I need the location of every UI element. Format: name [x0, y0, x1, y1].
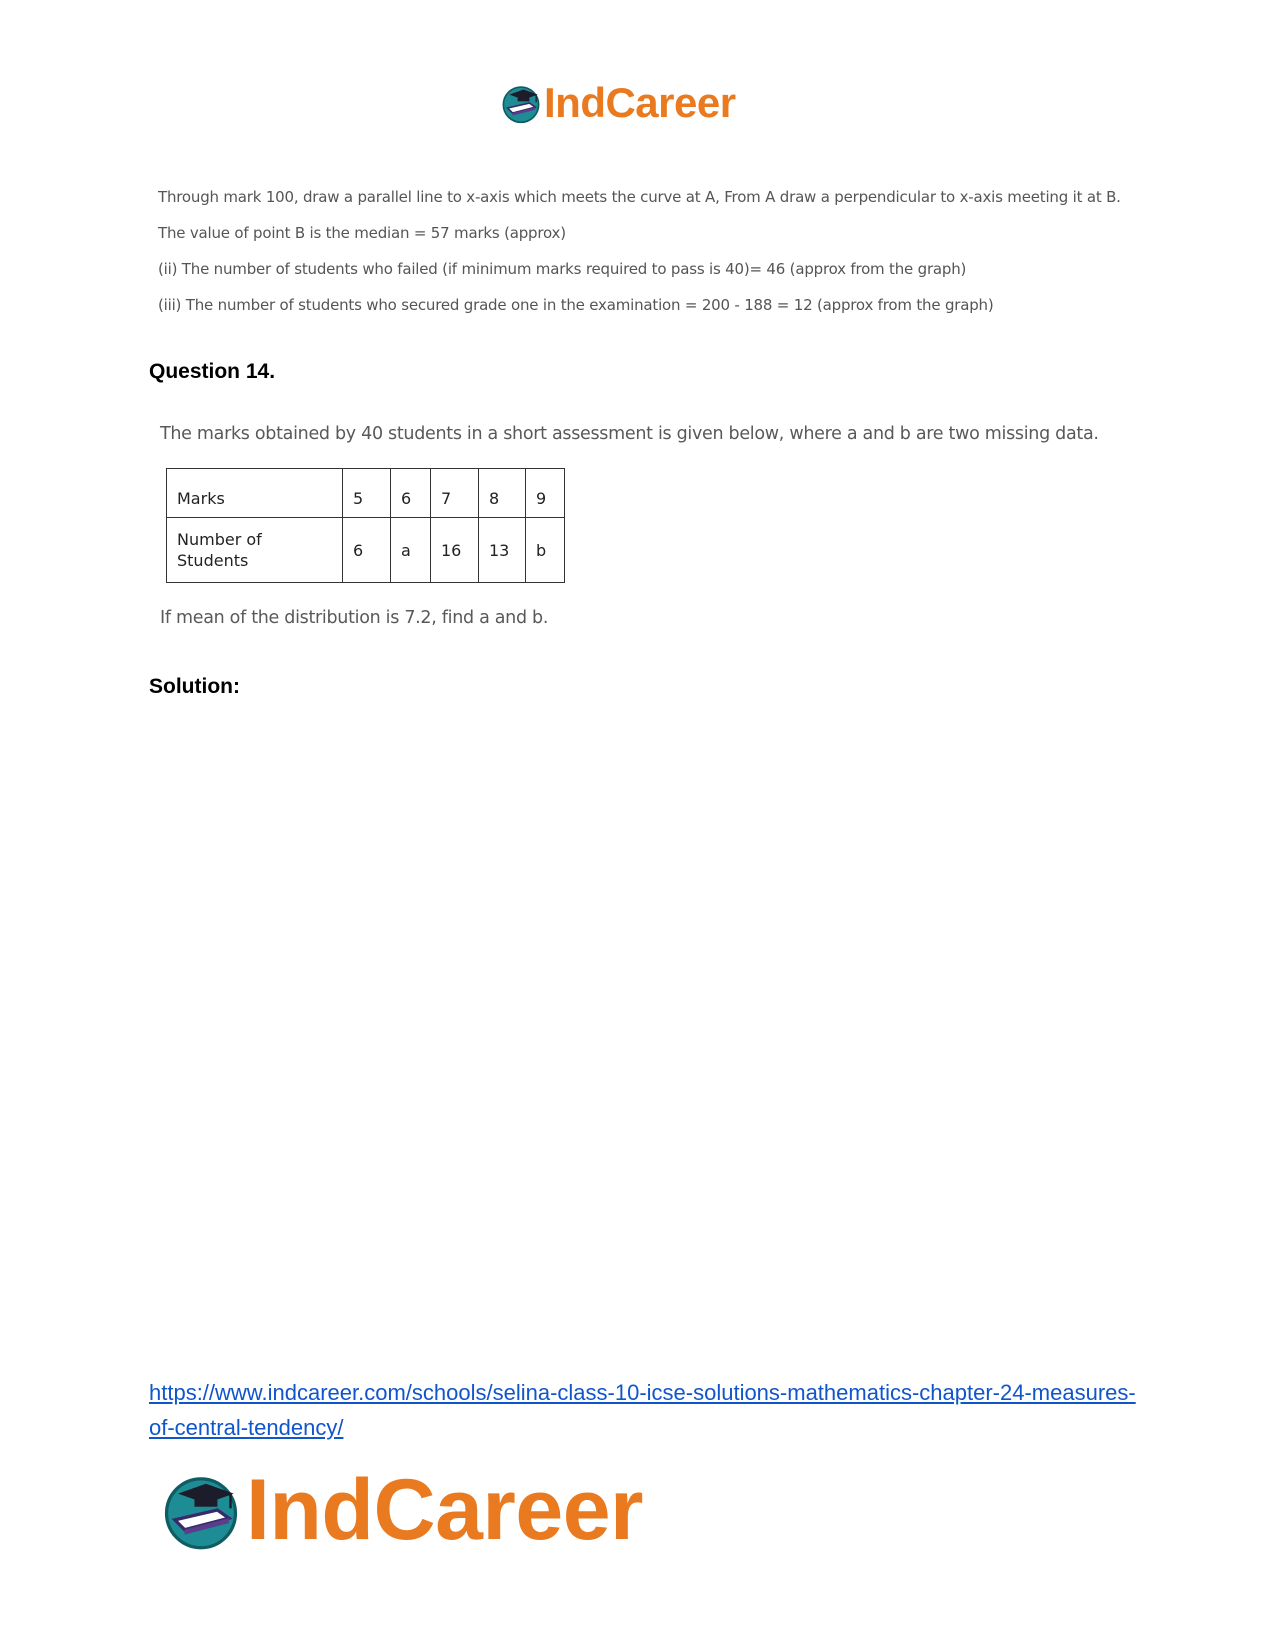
table-label-line: Students [177, 551, 249, 570]
table-cell-label [167, 518, 343, 583]
table-row-students [167, 518, 565, 583]
graduation-cap-book-globe-icon [160, 1469, 242, 1551]
header-logo [500, 78, 736, 128]
table-cell: 6 [391, 469, 431, 518]
table-label-line: Number of [177, 530, 262, 549]
table-cell-label: Marks [167, 469, 343, 518]
brand-wordmark: IndCareer [246, 1462, 643, 1558]
table-cell: 7 [431, 469, 479, 518]
solution-heading: Solution: [149, 675, 240, 698]
marks-table [166, 468, 565, 583]
brand-wordmark: IndCareer [544, 79, 736, 126]
table-cell: a [391, 518, 431, 583]
table-cell: 9 [526, 469, 565, 518]
solution-line-4: (iii) The number of students who secured grade one in the examination = 200 - 188 = 12 (approx from the graph) [158, 296, 994, 314]
question-ask: If mean of the distribution is 7.2, find a and b. [160, 608, 549, 628]
question-intro: The marks obtained by 40 students in a short assessment is given below, where a and b are two missing data. [160, 424, 1099, 444]
solution-line-1: Through mark 100, draw a parallel line to x-axis which meets the curve at A, From A draw a perpendicular to x-axis meeting it at B. [158, 188, 1121, 206]
footer-logo [160, 1460, 643, 1560]
table-cell: 13 [479, 518, 526, 583]
graduation-cap-book-globe-icon [500, 82, 542, 124]
table-cell: b [526, 518, 565, 583]
solution-line-2: The value of point B is the median = 57 marks (approx) [158, 224, 566, 242]
question-heading: Question 14. [149, 360, 276, 383]
table-cell: 6 [343, 518, 391, 583]
solution-line-3: (ii) The number of students who failed (if minimum marks required to pass is 40)= 46 (approx from the graph) [158, 260, 967, 278]
source-url-link[interactable]: https://www.indcareer.com/schools/selina-class-10-icse-solutions-mathematics-chapter-24-measures-of-central-tendency/ [149, 1380, 1136, 1440]
table-row-marks [167, 469, 565, 518]
table-cell: 16 [431, 518, 479, 583]
table-cell: 8 [479, 469, 526, 518]
table-cell: 5 [343, 469, 391, 518]
